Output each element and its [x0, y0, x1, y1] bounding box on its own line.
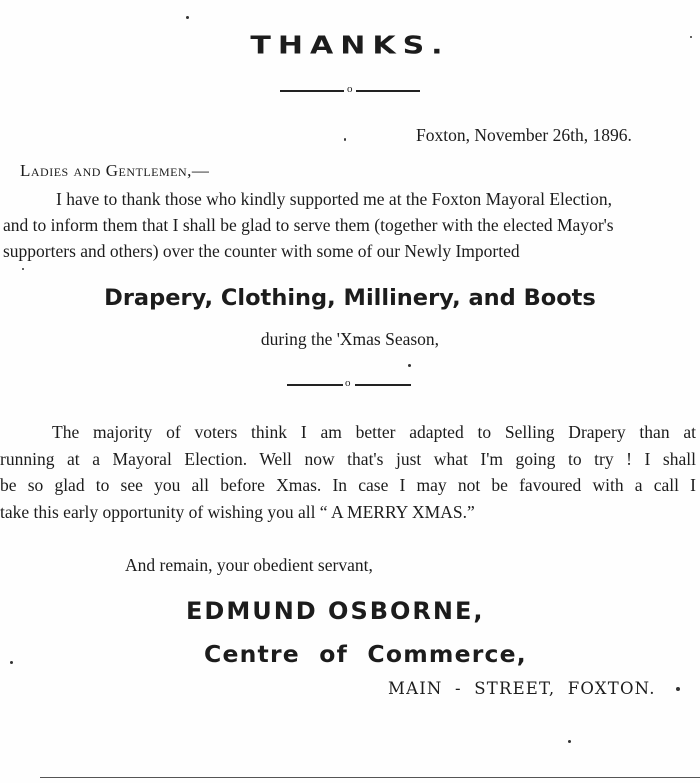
signature-name: EDMUND OSBORNE, — [186, 597, 485, 625]
paragraph-line: supporters and others) over the counter with some of our Newly Imported — [3, 241, 520, 261]
scan-speck — [10, 661, 13, 664]
divider-ornament: o — [345, 377, 351, 389]
title-divider — [280, 82, 420, 98]
salutation: Ladies and Gentlemen,— — [20, 161, 210, 180]
bottom-rule — [40, 777, 700, 778]
paragraph-line: take this early opportunity of wishing you all “ A MERRY XMAS.” — [0, 501, 475, 522]
paragraph-line: running at a Mayoral Election. Well now that's just what I'm going to try ! I shall — [0, 448, 696, 469]
closing-line: And remain, your obedient servant, — [125, 555, 373, 575]
scan-speck — [676, 687, 680, 691]
paragraph-line: The majority of voters think I am better adapted to Selling Drapery than at — [52, 422, 696, 442]
business-address: MAIN - STREET, FOXTON. — [388, 679, 656, 698]
notice-title: THANKS. — [250, 31, 450, 60]
paragraph-line: be so glad to see you all before Xmas. In case I may not be favoured with a call I — [0, 475, 696, 495]
paragraph-thanks — [3, 188, 695, 266]
paragraph-majority — [0, 421, 696, 527]
scan-speck — [568, 740, 571, 743]
scan-speck — [408, 364, 411, 367]
section-divider — [287, 376, 411, 392]
scan-speck — [22, 268, 24, 270]
scan-speck — [186, 16, 189, 19]
paragraph-line: and to inform them that I shall be glad to serve them (together with the elected Mayor's — [3, 215, 614, 235]
goods-heading: Drapery, Clothing, Millinery, and Boots — [104, 285, 596, 311]
season-line: during the 'Xmas Season, — [260, 329, 440, 349]
paragraph-line: I have to thank those who kindly supported me at the Foxton Mayoral Election, — [56, 189, 613, 209]
dateline: Foxton, November 26th, 1896. — [416, 125, 632, 145]
business-name: Centre of Commerce, — [204, 640, 527, 668]
scan-speck — [344, 138, 346, 141]
scan-speck — [690, 36, 692, 38]
divider-ornament: o — [347, 83, 353, 95]
